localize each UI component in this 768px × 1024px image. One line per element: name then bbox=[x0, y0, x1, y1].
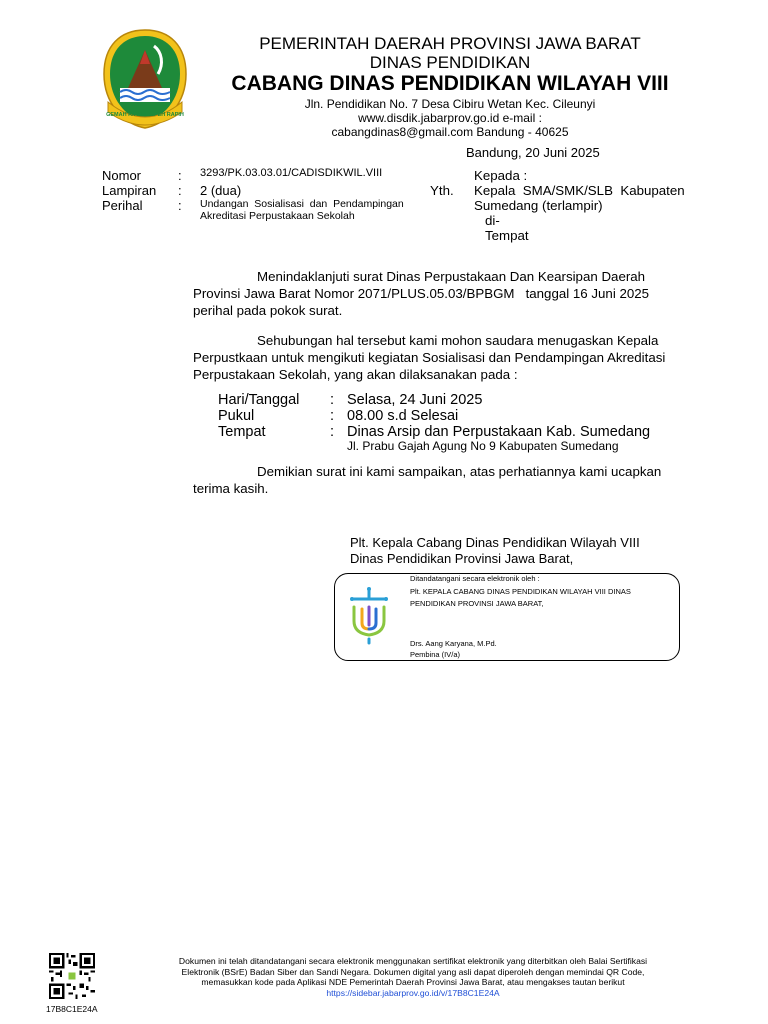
logo-motto: GEMAH RIPAH REPEH RAPIH bbox=[106, 112, 184, 118]
recipient-tempat: Tempat bbox=[485, 228, 529, 243]
document-code: 17B8C1E24A bbox=[46, 1004, 98, 1014]
signer-position-1: Plt. KEPALA CABANG DINAS PENDIDIKAN WILAYAH VIII DINAS bbox=[410, 587, 631, 596]
event-time-label: Pukul bbox=[218, 408, 255, 424]
verification-link[interactable]: https://sidebar.jabarprov.go.id/v/17B8C1E24A bbox=[326, 987, 500, 998]
p1-line1: Menindaklanjuti surat Dinas Perpustakaan Dan Kearsipan Daerah bbox=[257, 269, 646, 284]
event-day-value: Selasa, 24 Juni 2025 bbox=[347, 392, 483, 408]
signer-rank: Pembina (IV/a) bbox=[410, 650, 461, 659]
perihal-colon: : bbox=[178, 198, 182, 213]
event-time-colon: : bbox=[330, 408, 335, 424]
signature-title-1: Plt. Kepala Cabang Dinas Pendidikan Wilayah VIII bbox=[350, 535, 640, 550]
jawa-barat-logo bbox=[100, 28, 190, 130]
recipient-kepada: Kepada : bbox=[474, 168, 528, 183]
nomor-colon: : bbox=[178, 168, 182, 183]
bsre-seal-icon bbox=[342, 585, 396, 645]
footer-disclaimer bbox=[120, 956, 706, 998]
event-place-value: Dinas Arsip dan Perpustakaan Kab. Sumedang bbox=[347, 424, 651, 440]
nomor-label: Nomor bbox=[102, 168, 142, 183]
qr-code-icon[interactable] bbox=[49, 953, 95, 999]
event-day-colon: : bbox=[330, 392, 335, 408]
p3-line1: Demikian surat ini kami sampaikan, atas perhatiannya kami ucapkan bbox=[257, 464, 662, 479]
event-time-value: 08.00 s.d Selesai bbox=[347, 408, 459, 424]
p2-line2: Perpustkaan untuk mengikuti kegiatan Sosialisasi dan Pendampingan Akreditasi bbox=[193, 350, 666, 365]
lampiran-colon: : bbox=[178, 183, 182, 198]
signed-by-label: Ditandatangani secara elektronik oleh : bbox=[410, 574, 540, 583]
signature-title-2: Dinas Pendidikan Provinsi Jawa Barat, bbox=[350, 551, 574, 566]
header-address2: www.disdik.jabarprov.go.id e-mail : bbox=[358, 111, 542, 125]
signer-name: Drs. Aang Karyana, M.Pd. bbox=[410, 639, 497, 648]
paragraph-1 bbox=[193, 268, 692, 319]
p2-line1: Sehubungan hal tersebut kami mohon saudara menugaskan Kepala bbox=[257, 333, 659, 348]
event-day-label: Hari/Tanggal bbox=[218, 392, 300, 408]
event-place-colon: : bbox=[330, 424, 335, 440]
recipient-line1: Kepala SMA/SMK/SLB Kabupaten bbox=[474, 183, 685, 198]
event-place-address: Jl. Prabu Gajah Agung No 9 Kabupaten Sumedang bbox=[347, 439, 619, 453]
date-line: Bandung, 20 Juni 2025 bbox=[466, 145, 600, 160]
p1-line2: Provinsi Jawa Barat Nomor 2071/PLUS.05.03/BPBGM tanggal 16 Juni 2025 bbox=[193, 286, 650, 301]
perihal-value-2: Akreditasi Perpustakaan Sekolah bbox=[200, 210, 355, 222]
footer-line2: Elektronik (BSrE) Badan Siber dan Sandi Negara. Dokumen digital yang asli dapat diperoleh dengan memindai QR Code, bbox=[181, 966, 645, 977]
footer-line1: Dokumen ini telah ditandatangani secara elektronik menggunakan sertifikat elektronik yang diterbitkan oleh Balai Sertifikasi bbox=[178, 956, 648, 966]
header-address1: Jln. Pendidikan No. 7 Desa Cibiru Wetan Kec. Cileunyi bbox=[304, 97, 596, 111]
perihal-label: Perihal bbox=[102, 198, 143, 213]
recipient-line2: Sumedang (terlampir) bbox=[474, 198, 603, 213]
paragraph-2 bbox=[193, 332, 692, 383]
recipient-di: di- bbox=[485, 213, 500, 228]
signer-position-2: PENDIDIKAN PROVINSI JAWA BARAT, bbox=[410, 599, 544, 608]
letterhead bbox=[190, 34, 710, 139]
p1-line3: perihal pada pokok surat. bbox=[193, 303, 343, 318]
paragraph-3 bbox=[193, 463, 692, 497]
recipient-yth: Yth. bbox=[430, 183, 454, 198]
p3-line2: terima kasih. bbox=[193, 481, 269, 496]
header-line2: DINAS PENDIDIKAN bbox=[369, 53, 531, 72]
lampiran-label: Lampiran bbox=[102, 183, 157, 198]
header-address3: cabangdinas8@gmail.com Bandung - 40625 bbox=[331, 125, 569, 139]
signature-title bbox=[350, 535, 640, 567]
footer-line3: memasukkan kode pada Aplikasi NDE Pemerintah Daerah Provinsi Jawa Barat, atau mengakses tautan berikut bbox=[201, 977, 625, 987]
p2-line3: Perpustakaan Sekolah, yang akan dilaksanakan pada : bbox=[193, 367, 518, 382]
perihal-value-1: Undangan Sosialisasi dan Pendampingan bbox=[200, 198, 404, 210]
event-place-label: Tempat bbox=[218, 424, 266, 440]
nomor-value: 3293/PK.03.03.01/CADISDIKWIL.VIII bbox=[200, 167, 383, 179]
header-line1: PEMERINTAH DAERAH PROVINSI JAWA BARAT bbox=[259, 34, 641, 53]
lampiran-value: 2 (dua) bbox=[200, 183, 242, 198]
header-line3: CABANG DINAS PENDIDIKAN WILAYAH VIII bbox=[231, 72, 669, 95]
